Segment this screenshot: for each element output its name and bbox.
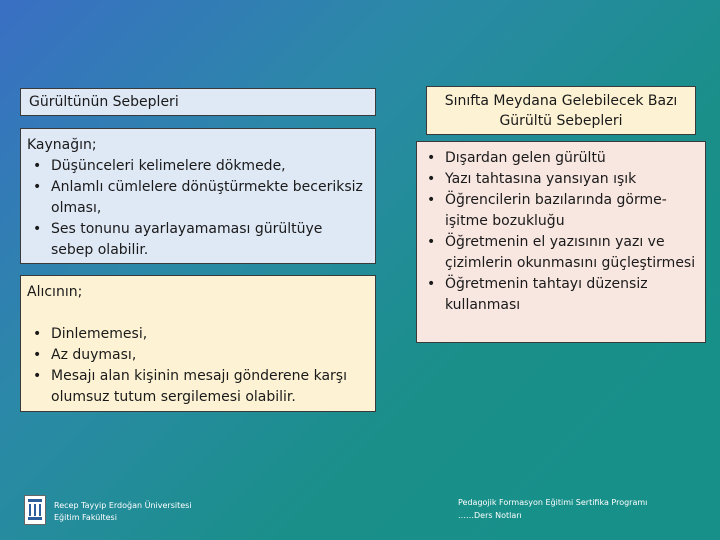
receiver-list bbox=[27, 324, 369, 408]
receiver-box bbox=[20, 275, 376, 412]
list-item: • Ses tonunu ayarlayamaması gürültüye sebep olabilir. bbox=[27, 219, 369, 261]
classroom-list-box bbox=[416, 141, 706, 343]
list-item: • Mesajı alan kişinin mesajı gönderene karşı olumsuz tutum sergilemesi olabilir. bbox=[27, 366, 369, 408]
source-box bbox=[20, 128, 376, 264]
footer-notes: ……Ders Notları bbox=[458, 511, 522, 520]
footer-university: Recep Tayyip Erdoğan Üniversitesi bbox=[54, 501, 192, 510]
list-item: • Dışardan gelen gürültü bbox=[421, 148, 701, 169]
source-heading: Kaynağın; bbox=[27, 137, 97, 153]
list-item: • Öğretmenin tahtayı düzensiz kullanması bbox=[421, 274, 701, 316]
classroom-title-box bbox=[426, 86, 696, 135]
list-item: • Dinlememesi, bbox=[27, 324, 369, 345]
list-item: • Yazı tahtasına yansıyan ışık bbox=[421, 169, 701, 190]
list-item: • Az duyması, bbox=[27, 345, 369, 366]
list-item: • Düşünceleri kelimelere dökmede, bbox=[27, 156, 369, 177]
footer-program-name: Pedagojik Formasyon Eğitimi Sertifika Programı bbox=[458, 498, 648, 507]
footer-institution bbox=[54, 500, 192, 524]
causes-title: Gürültünün Sebepleri bbox=[29, 94, 179, 110]
causes-title-box bbox=[20, 88, 376, 116]
list-item: • Öğretmenin el yazısının yazı ve çizimlerin okunmasını güçleştirmesi bbox=[421, 232, 701, 274]
list-item: • Anlamlı cümlelere dönüştürmekte beceriksiz olması, bbox=[27, 177, 369, 219]
university-logo-icon bbox=[24, 495, 46, 525]
source-list bbox=[27, 156, 369, 261]
list-item: • Öğrencilerin bazılarında görme-işitme bozukluğu bbox=[421, 190, 701, 232]
classroom-title: Sınıfta Meydana Gelebilecek Bazı Gürültü Sebepleri bbox=[444, 93, 678, 129]
receiver-heading: Alıcının; bbox=[27, 284, 83, 300]
footer-faculty: Eğitim Fakültesi bbox=[54, 513, 117, 522]
classroom-list bbox=[421, 148, 701, 316]
footer-program bbox=[458, 496, 647, 522]
